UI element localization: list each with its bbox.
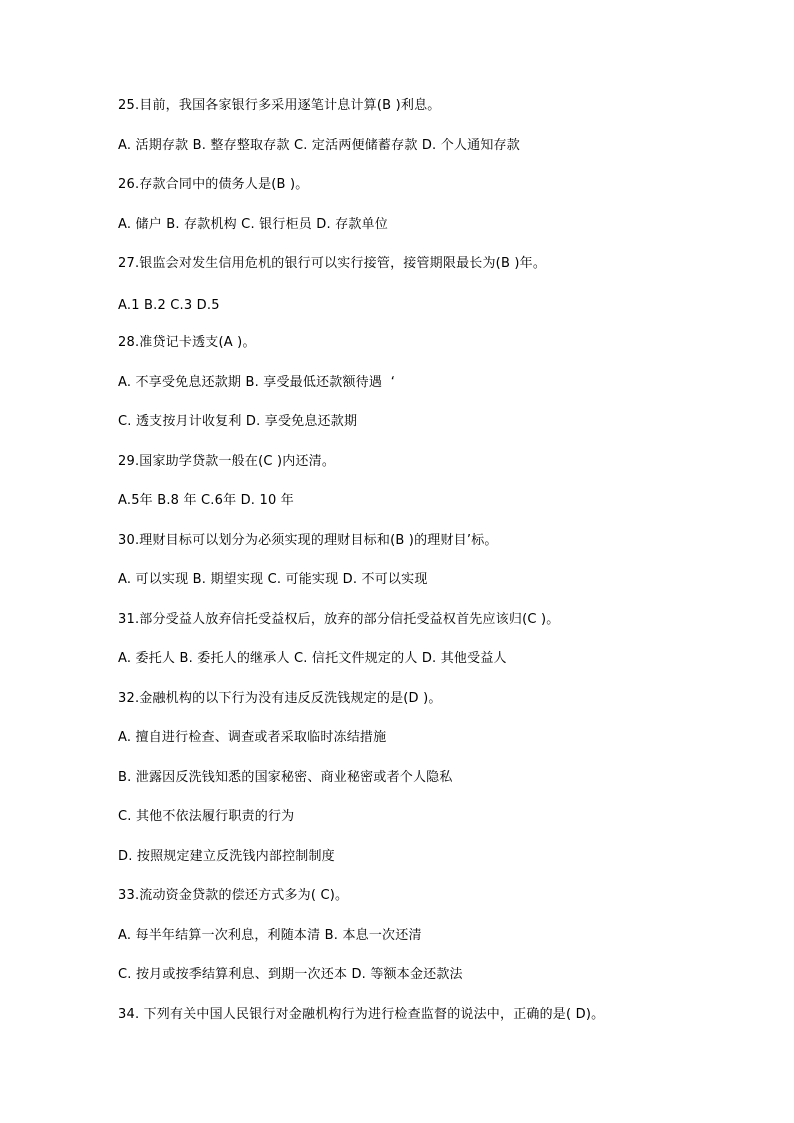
question-25-options: A. 活期存款 B. 整存整取存款 C. 定活两便储蓄存款 D. 个人通知存款 bbox=[118, 138, 520, 153]
question-29: 29.国家助学贷款一般在(C )内还清。 bbox=[118, 454, 336, 469]
question-29-options: A.5年 B.8 年 C.6年 D. 10 年 bbox=[118, 493, 294, 508]
question-30-options: A. 可以实现 B. 期望实现 C. 可能实现 D. 不可以实现 bbox=[118, 572, 428, 587]
question-33-options-ab: A. 每半年结算一次利息，利随本清 B. 本息一次还清 bbox=[118, 928, 422, 943]
question-32: 32.金融机构的以下行为没有违反反洗钱规定的是(D )。 bbox=[118, 691, 442, 706]
question-28: 28.准贷记卡透支(A )。 bbox=[118, 335, 256, 350]
question-28-options-cd: C. 透支按月计收复利 D. 享受免息还款期 bbox=[118, 414, 358, 429]
question-28-options-ab: A. 不享受免息还款期 B. 享受最低还款额待遇 ‘ bbox=[118, 375, 396, 390]
question-32-option-c: C. 其他不依法履行职责的行为 bbox=[118, 809, 295, 824]
question-26: 26.存款合同中的债务人是(B )。 bbox=[118, 177, 309, 192]
question-32-option-a: A. 擅自进行检查、调查或者采取临时冻结措施 bbox=[118, 730, 387, 745]
question-26-options: A. 储户 B. 存款机构 C. 银行柜员 D. 存款单位 bbox=[118, 217, 388, 232]
question-32-option-b: B. 泄露因反洗钱知悉的国家秘密、商业秘密或者个人隐私 bbox=[118, 770, 453, 785]
question-33: 33.流动资金贷款的偿还方式多为( C)。 bbox=[118, 888, 349, 903]
question-25: 25.目前，我国各家银行多采用逐笔计息计算(B )利息。 bbox=[118, 98, 441, 113]
question-31: 31.部分受益人放弃信托受益权后，放弃的部分信托受益权首先应该归(C )。 bbox=[118, 612, 560, 627]
question-31-options: A. 委托人 B. 委托人的继承人 C. 信托文件规定的人 D. 其他受益人 bbox=[118, 651, 507, 666]
question-34: 34. 下列有关中国人民银行对金融机构行为进行检查监督的说法中，正确的是( D)。 bbox=[118, 1007, 605, 1022]
question-32-option-d: D. 按照规定建立反洗钱内部控制制度 bbox=[118, 849, 335, 864]
question-27: 27.银监会对发生信用危机的银行可以实行接管，接管期限最长为(B )年。 bbox=[118, 256, 547, 271]
question-27-options: A.1 B.2 C.3 D.5 bbox=[118, 298, 220, 313]
question-30: 30.理财目标可以划分为必须实现的理财目标和(B )的理财目’标。 bbox=[118, 533, 498, 548]
question-33-options-cd: C. 按月或按季结算利息、到期一次还本 D. 等额本金还款法 bbox=[118, 967, 463, 982]
